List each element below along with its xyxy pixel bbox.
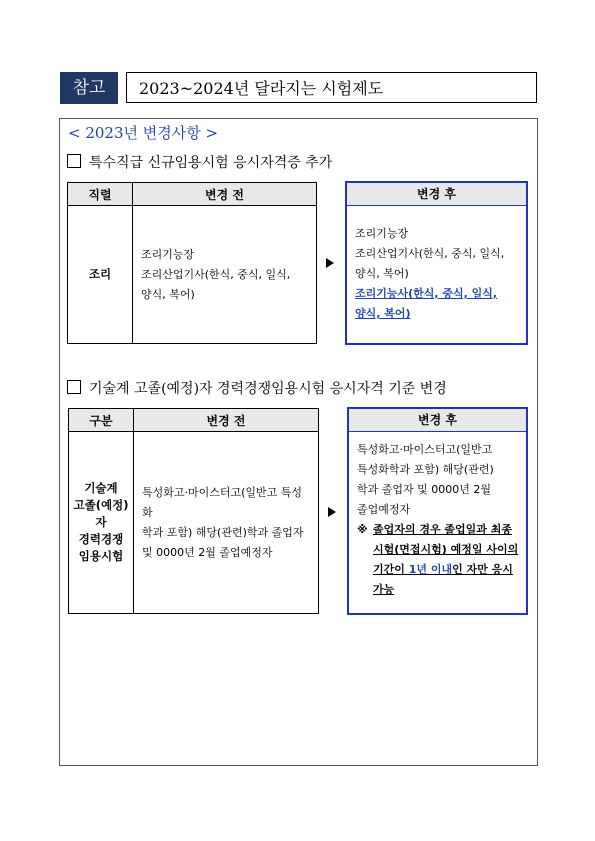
section2-bullet — [67, 378, 447, 398]
col-before-header: 변경 전 — [134, 409, 319, 432]
category-line: 경력경쟁 — [78, 532, 124, 546]
arrow-right-icon — [326, 258, 334, 268]
before-line: 학과 포함) 해당(관련)학과 졸업자 — [142, 525, 304, 539]
before-cell — [133, 206, 317, 344]
note-line: 시험(면접시험) 예정일 사이의 — [373, 543, 519, 556]
section2-after-box — [347, 407, 528, 615]
col-after-header: 변경 후 — [349, 409, 526, 432]
after-added-line: 조리기능사(한식, 중식, 일식, — [355, 287, 498, 300]
note-highlight: 1년 이내 — [408, 563, 453, 576]
after-added-line: 양식, 복어) — [355, 307, 411, 320]
note-line: 가능 — [373, 583, 395, 596]
category-line: 고졸(예정)자 — [73, 498, 129, 529]
square-bullet-icon — [67, 154, 81, 168]
before-line: 양식, 복어) — [141, 287, 195, 301]
note-text — [373, 520, 518, 600]
section1-bullet-text: 특수직급 신규임용시험 응시자격증 추가 — [89, 155, 333, 171]
category-line: 기술계 — [84, 481, 118, 495]
page-title: 2023~2024년 달라지는 시험제도 — [126, 72, 537, 103]
note-line-part: 인 자만 응시 — [452, 563, 513, 576]
after-line: 졸업예정자 — [357, 503, 411, 516]
before-line: 특성화고·마이스터고(일반고 특성화 — [142, 485, 303, 519]
before-line: 조리산업기사(한식, 중식, 일식, — [141, 267, 291, 281]
after-line: 조리산업기사(한식, 중식, 일식, — [355, 247, 505, 260]
col-before-header: 변경 전 — [133, 183, 317, 206]
after-line: 특성화고·마이스터고(일반고 — [357, 443, 493, 456]
after-line: 특성화학과 포함) 해당(관련) — [357, 463, 494, 476]
note-block — [357, 520, 520, 600]
reference-label: 참고 — [60, 72, 118, 104]
section2-table — [68, 408, 319, 614]
arrow-right-icon — [328, 507, 336, 517]
section1-bullet — [67, 152, 332, 172]
before-cell — [134, 432, 319, 614]
note-line-part: 기간이 — [373, 563, 409, 576]
category-line: 임용시험 — [78, 549, 124, 563]
col-category-header: 구분 — [69, 409, 134, 432]
category-cell: 조리 — [68, 206, 133, 344]
section1-table — [67, 182, 317, 344]
before-line: 및 0000년 2월 졸업예정자 — [142, 545, 273, 559]
before-line: 조리기능장 — [141, 247, 195, 261]
col-after-header: 변경 후 — [347, 183, 526, 206]
after-content — [347, 206, 526, 324]
after-content — [349, 432, 526, 600]
square-bullet-icon — [67, 380, 81, 394]
after-line: 양식, 복어) — [355, 267, 409, 280]
section1-after-box — [345, 181, 528, 345]
category-cell — [69, 432, 134, 614]
section-heading: < 2023년 변경사항 > — [68, 124, 219, 142]
after-line: 학과 졸업자 및 0000년 2월 — [357, 483, 491, 496]
col-category-header: 직렬 — [68, 183, 133, 206]
note-line: 졸업자의 경우 졸업일과 최종 — [373, 523, 512, 536]
after-line: 조리기능장 — [355, 227, 409, 240]
section2-bullet-text: 기술계 고졸(예정)자 경력경쟁임용시험 응시자격 기준 변경 — [89, 381, 447, 397]
note-mark: ※ — [357, 523, 368, 536]
